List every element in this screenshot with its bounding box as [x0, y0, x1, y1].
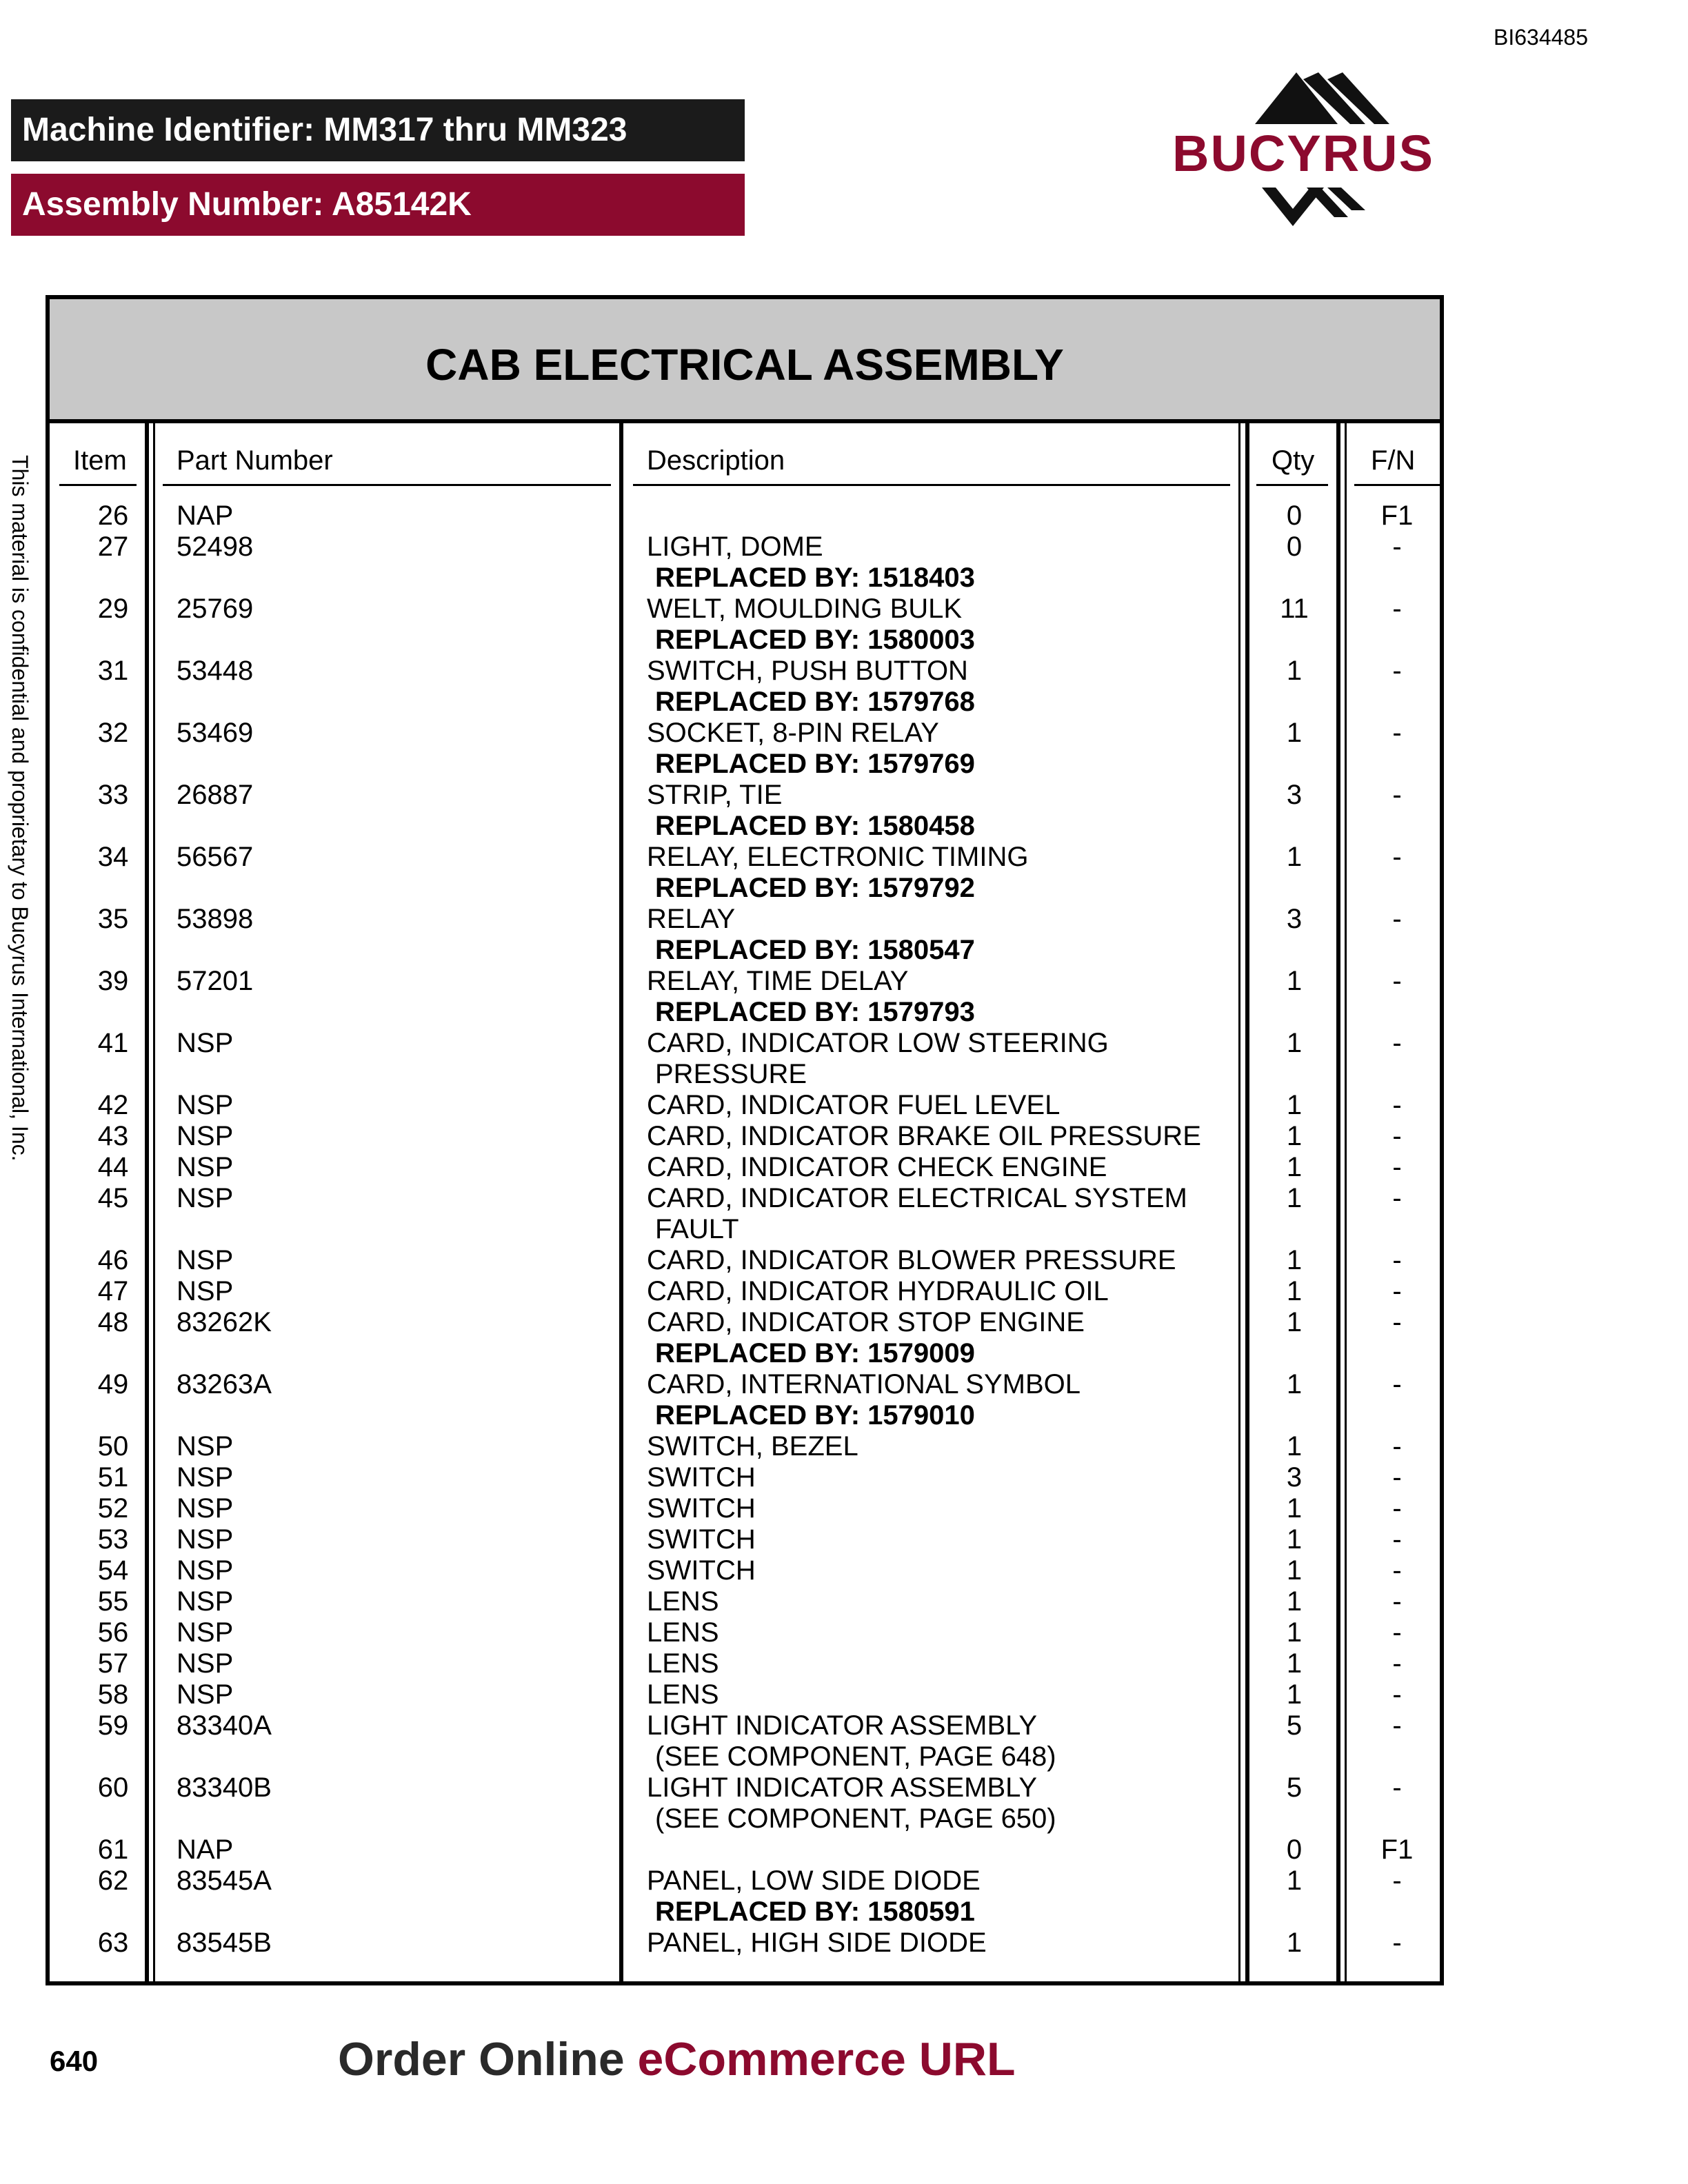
qty-cell: 1 [1286, 1369, 1303, 1399]
fn-cell: - [1392, 1679, 1402, 1710]
qty-cell: 1 [1286, 1431, 1303, 1462]
header-underline [1354, 484, 1440, 486]
fn-cell: - [1392, 1524, 1402, 1555]
item-cell: 49 [97, 1369, 129, 1399]
fn-cell: - [1392, 966, 1402, 996]
part-number-cell: 56567 [177, 842, 254, 872]
qty-cell: 1 [1286, 1586, 1303, 1617]
qty-cell: 1 [1286, 1152, 1303, 1182]
qty-cell: 1 [1286, 656, 1303, 686]
parts-table [46, 295, 1444, 1985]
description-continuation: (SEE COMPONENT, PAGE 648) [655, 1741, 1056, 1772]
item-cell: 32 [97, 718, 129, 748]
part-number-cell: 83340A [177, 1710, 272, 1741]
fn-cell: - [1392, 594, 1402, 624]
header-underline [163, 484, 611, 486]
replaced-by-note: REPLACED BY: 1579768 [655, 687, 975, 717]
fn-cell: - [1392, 1617, 1402, 1648]
header-underline [59, 484, 137, 486]
column-divider [145, 423, 149, 1981]
qty-cell: 1 [1286, 1090, 1303, 1120]
description-cell: SWITCH [647, 1524, 756, 1555]
part-number-cell: NAP [177, 501, 234, 531]
description-cell: CARD, INDICATOR ELECTRICAL SYSTEM [647, 1183, 1187, 1213]
description-cell: STRIP, TIE [647, 780, 783, 810]
item-cell: 54 [97, 1555, 129, 1586]
fn-cell: - [1392, 1245, 1402, 1275]
column-divider [619, 423, 623, 1981]
header-item: Item [73, 445, 127, 476]
fn-cell: - [1392, 1183, 1402, 1213]
item-cell: 59 [97, 1710, 129, 1741]
qty-cell: 5 [1286, 1772, 1303, 1803]
ecommerce-url-text: eCommerce URL [637, 2033, 1016, 2085]
description-cell: CARD, INDICATOR CHECK ENGINE [647, 1152, 1107, 1182]
qty-cell: 1 [1286, 1679, 1303, 1710]
item-cell: 62 [97, 1866, 129, 1896]
part-number-cell: NSP [177, 1555, 234, 1586]
header-qty: Qty [1272, 445, 1315, 476]
item-cell: 44 [97, 1152, 129, 1182]
item-cell: 46 [97, 1245, 129, 1275]
qty-cell: 1 [1286, 1555, 1303, 1586]
header-underline [633, 484, 1230, 486]
fn-cell: - [1392, 718, 1402, 748]
fn-cell: - [1392, 532, 1402, 562]
replaced-by-note: REPLACED BY: 1579009 [655, 1338, 975, 1368]
description-cell: CARD, INDICATOR BRAKE OIL PRESSURE [647, 1121, 1201, 1151]
part-number-cell: 83263A [177, 1369, 272, 1399]
qty-cell: 3 [1286, 780, 1303, 810]
order-online-text: Order Online [338, 2033, 638, 2085]
item-cell: 26 [97, 501, 129, 531]
item-cell: 45 [97, 1183, 129, 1213]
description-cell: WELT, MOULDING BULK [647, 594, 963, 624]
item-cell: 53 [97, 1524, 129, 1555]
description-cell: CARD, INDICATOR LOW STEERING [647, 1028, 1109, 1058]
item-cell: 51 [97, 1462, 129, 1493]
qty-cell: 0 [1286, 1834, 1303, 1865]
item-cell: 47 [97, 1276, 129, 1306]
description-cell: PANEL, LOW SIDE DIODE [647, 1866, 981, 1896]
column-divider [1336, 423, 1340, 1981]
description-cell: LIGHT, DOME [647, 532, 823, 562]
item-cell: 33 [97, 780, 129, 810]
item-cell: 55 [97, 1586, 129, 1617]
qty-cell: 3 [1286, 904, 1303, 934]
fn-cell: - [1392, 1772, 1402, 1803]
fn-cell: - [1392, 1928, 1402, 1958]
qty-cell: 1 [1286, 1307, 1303, 1337]
qty-cell: 1 [1286, 966, 1303, 996]
part-number-cell: 53448 [177, 656, 254, 686]
qty-cell: 1 [1286, 1276, 1303, 1306]
item-cell: 42 [97, 1090, 129, 1120]
confidentiality-note: This material is confidential and proprietary to Bucyrus International, Inc. [8, 455, 32, 1162]
part-number-cell: 53469 [177, 718, 254, 748]
item-cell: 57 [97, 1648, 129, 1679]
description-cell: CARD, INTERNATIONAL SYMBOL [647, 1369, 1081, 1399]
qty-cell: 0 [1286, 532, 1303, 562]
part-number-cell: 53898 [177, 904, 254, 934]
description-cell: SWITCH, BEZEL [647, 1431, 858, 1462]
qty-cell: 1 [1286, 1928, 1303, 1958]
description-cell: RELAY, ELECTRONIC TIMING [647, 842, 1029, 872]
qty-cell: 1 [1286, 1524, 1303, 1555]
qty-cell: 11 [1280, 594, 1309, 624]
description-cell: LIGHT INDICATOR ASSEMBLY [647, 1710, 1038, 1741]
part-number-cell: NSP [177, 1493, 234, 1524]
item-cell: 41 [97, 1028, 129, 1058]
description-cell: LIGHT INDICATOR ASSEMBLY [647, 1772, 1038, 1803]
replaced-by-note: REPLACED BY: 1579769 [655, 749, 975, 779]
replaced-by-note: REPLACED BY: 1579792 [655, 873, 975, 903]
qty-cell: 1 [1286, 1493, 1303, 1524]
fn-cell: - [1392, 1710, 1402, 1741]
column-divider [1245, 423, 1249, 1981]
fn-cell: - [1392, 1276, 1402, 1306]
description-cell: SOCKET, 8-PIN RELAY [647, 718, 939, 748]
fn-cell: - [1392, 1586, 1402, 1617]
item-cell: 43 [97, 1121, 129, 1151]
part-number-cell: NSP [177, 1276, 234, 1306]
part-number-cell: NSP [177, 1090, 234, 1120]
part-number-cell: 26887 [177, 780, 254, 810]
item-cell: 29 [97, 594, 129, 624]
qty-cell: 1 [1286, 1648, 1303, 1679]
header-part-number: Part Number [177, 445, 333, 476]
header-underline [1256, 484, 1328, 486]
item-cell: 39 [97, 966, 129, 996]
item-cell: 63 [97, 1928, 129, 1958]
fn-cell: - [1392, 1648, 1402, 1679]
fn-cell: - [1392, 1307, 1402, 1337]
fn-cell: - [1392, 656, 1402, 686]
table-title: CAB ELECTRICAL ASSEMBLY [50, 299, 1440, 423]
fn-cell: - [1392, 1866, 1402, 1896]
bucyrus-logo [1165, 69, 1441, 241]
fn-cell: - [1392, 1121, 1402, 1151]
replaced-by-note: REPLACED BY: 1580458 [655, 811, 975, 841]
column-divider [153, 423, 155, 1981]
part-number-cell: NSP [177, 1183, 234, 1213]
description-cell: SWITCH, PUSH BUTTON [647, 656, 968, 686]
description-cell: LENS [647, 1617, 719, 1648]
replaced-by-note: REPLACED BY: 1579793 [655, 997, 975, 1027]
qty-cell: 1 [1286, 1183, 1303, 1213]
qty-cell: 0 [1286, 501, 1303, 531]
item-cell: 31 [97, 656, 129, 686]
description-cell: LENS [647, 1648, 719, 1679]
part-number-cell: NSP [177, 1648, 234, 1679]
part-number-cell: 83340B [177, 1772, 272, 1803]
part-number-cell: 83545B [177, 1928, 272, 1958]
document-id: BI634485 [1494, 25, 1589, 50]
description-cell: CARD, INDICATOR BLOWER PRESSURE [647, 1245, 1176, 1275]
description-cell: PANEL, HIGH SIDE DIODE [647, 1928, 987, 1958]
part-number-cell: 52498 [177, 532, 254, 562]
part-number-cell: NAP [177, 1834, 234, 1865]
qty-cell: 1 [1286, 1028, 1303, 1058]
qty-cell: 1 [1286, 718, 1303, 748]
item-cell: 34 [97, 842, 129, 872]
description-cell: CARD, INDICATOR HYDRAULIC OIL [647, 1276, 1109, 1306]
fn-cell: - [1392, 1152, 1402, 1182]
fn-cell: F1 [1380, 1834, 1414, 1865]
qty-cell: 1 [1286, 1245, 1303, 1275]
item-cell: 50 [97, 1431, 129, 1462]
part-number-cell: NSP [177, 1121, 234, 1151]
order-online-link[interactable] [338, 2032, 1015, 2086]
replaced-by-note: REPLACED BY: 1580003 [655, 625, 975, 655]
replaced-by-note: REPLACED BY: 1580547 [655, 935, 975, 965]
part-number-cell: NSP [177, 1028, 234, 1058]
part-number-cell: NSP [177, 1679, 234, 1710]
qty-cell: 1 [1286, 1617, 1303, 1648]
description-cell: LENS [647, 1586, 719, 1617]
description-cell: SWITCH [647, 1555, 756, 1586]
fn-cell: - [1392, 1493, 1402, 1524]
part-number-cell: NSP [177, 1431, 234, 1462]
part-number-cell: 83545A [177, 1866, 272, 1896]
part-number-cell: 57201 [177, 966, 254, 996]
fn-cell: - [1392, 1369, 1402, 1399]
replaced-by-note: REPLACED BY: 1518403 [655, 563, 975, 593]
item-cell: 35 [97, 904, 129, 934]
fn-cell: - [1392, 904, 1402, 934]
part-number-cell: 83262K [177, 1307, 272, 1337]
machine-identifier-bar: Machine Identifier: MM317 thru MM323 [11, 99, 745, 161]
part-number-cell: NSP [177, 1524, 234, 1555]
part-number-cell: NSP [177, 1617, 234, 1648]
logo-text: BUCYRUS [1172, 125, 1434, 182]
item-cell: 27 [97, 532, 129, 562]
item-cell: 48 [97, 1307, 129, 1337]
qty-cell: 1 [1286, 842, 1303, 872]
item-cell: 60 [97, 1772, 129, 1803]
item-cell: 56 [97, 1617, 129, 1648]
description-cell: CARD, INDICATOR FUEL LEVEL [647, 1090, 1061, 1120]
part-number-cell: NSP [177, 1152, 234, 1182]
qty-cell: 3 [1286, 1462, 1303, 1493]
description-cell: CARD, INDICATOR STOP ENGINE [647, 1307, 1085, 1337]
header-fn: F/N [1371, 445, 1416, 476]
fn-cell: - [1392, 1028, 1402, 1058]
qty-cell: 1 [1286, 1866, 1303, 1896]
description-continuation: (SEE COMPONENT, PAGE 650) [655, 1803, 1056, 1834]
header-description: Description [647, 445, 785, 476]
item-cell: 52 [97, 1493, 129, 1524]
description-cell: RELAY [647, 904, 736, 934]
fn-cell: - [1392, 780, 1402, 810]
part-number-cell: NSP [177, 1462, 234, 1493]
description-cell: LENS [647, 1679, 719, 1710]
description-continuation: PRESSURE [655, 1059, 807, 1089]
fn-cell: - [1392, 1555, 1402, 1586]
column-divider [1238, 423, 1240, 1981]
part-number-cell: NSP [177, 1245, 234, 1275]
part-number-cell: NSP [177, 1586, 234, 1617]
description-cell: SWITCH [647, 1493, 756, 1524]
description-continuation: FAULT [655, 1214, 739, 1244]
page-number: 640 [50, 2045, 99, 2077]
fn-cell: - [1392, 842, 1402, 872]
fn-cell: - [1392, 1090, 1402, 1120]
fn-cell: F1 [1380, 501, 1414, 531]
assembly-number-bar: Assembly Number: A85142K [11, 174, 745, 236]
description-cell: SWITCH [647, 1462, 756, 1493]
column-divider [1345, 423, 1347, 1981]
qty-cell: 1 [1286, 1121, 1303, 1151]
replaced-by-note: REPLACED BY: 1579010 [655, 1400, 975, 1430]
replaced-by-note: REPLACED BY: 1580591 [655, 1897, 975, 1927]
item-cell: 61 [97, 1834, 129, 1865]
qty-cell: 5 [1286, 1710, 1303, 1741]
fn-cell: - [1392, 1431, 1402, 1462]
fn-cell: - [1392, 1462, 1402, 1493]
description-cell: RELAY, TIME DELAY [647, 966, 909, 996]
item-cell: 58 [97, 1679, 129, 1710]
part-number-cell: 25769 [177, 594, 254, 624]
